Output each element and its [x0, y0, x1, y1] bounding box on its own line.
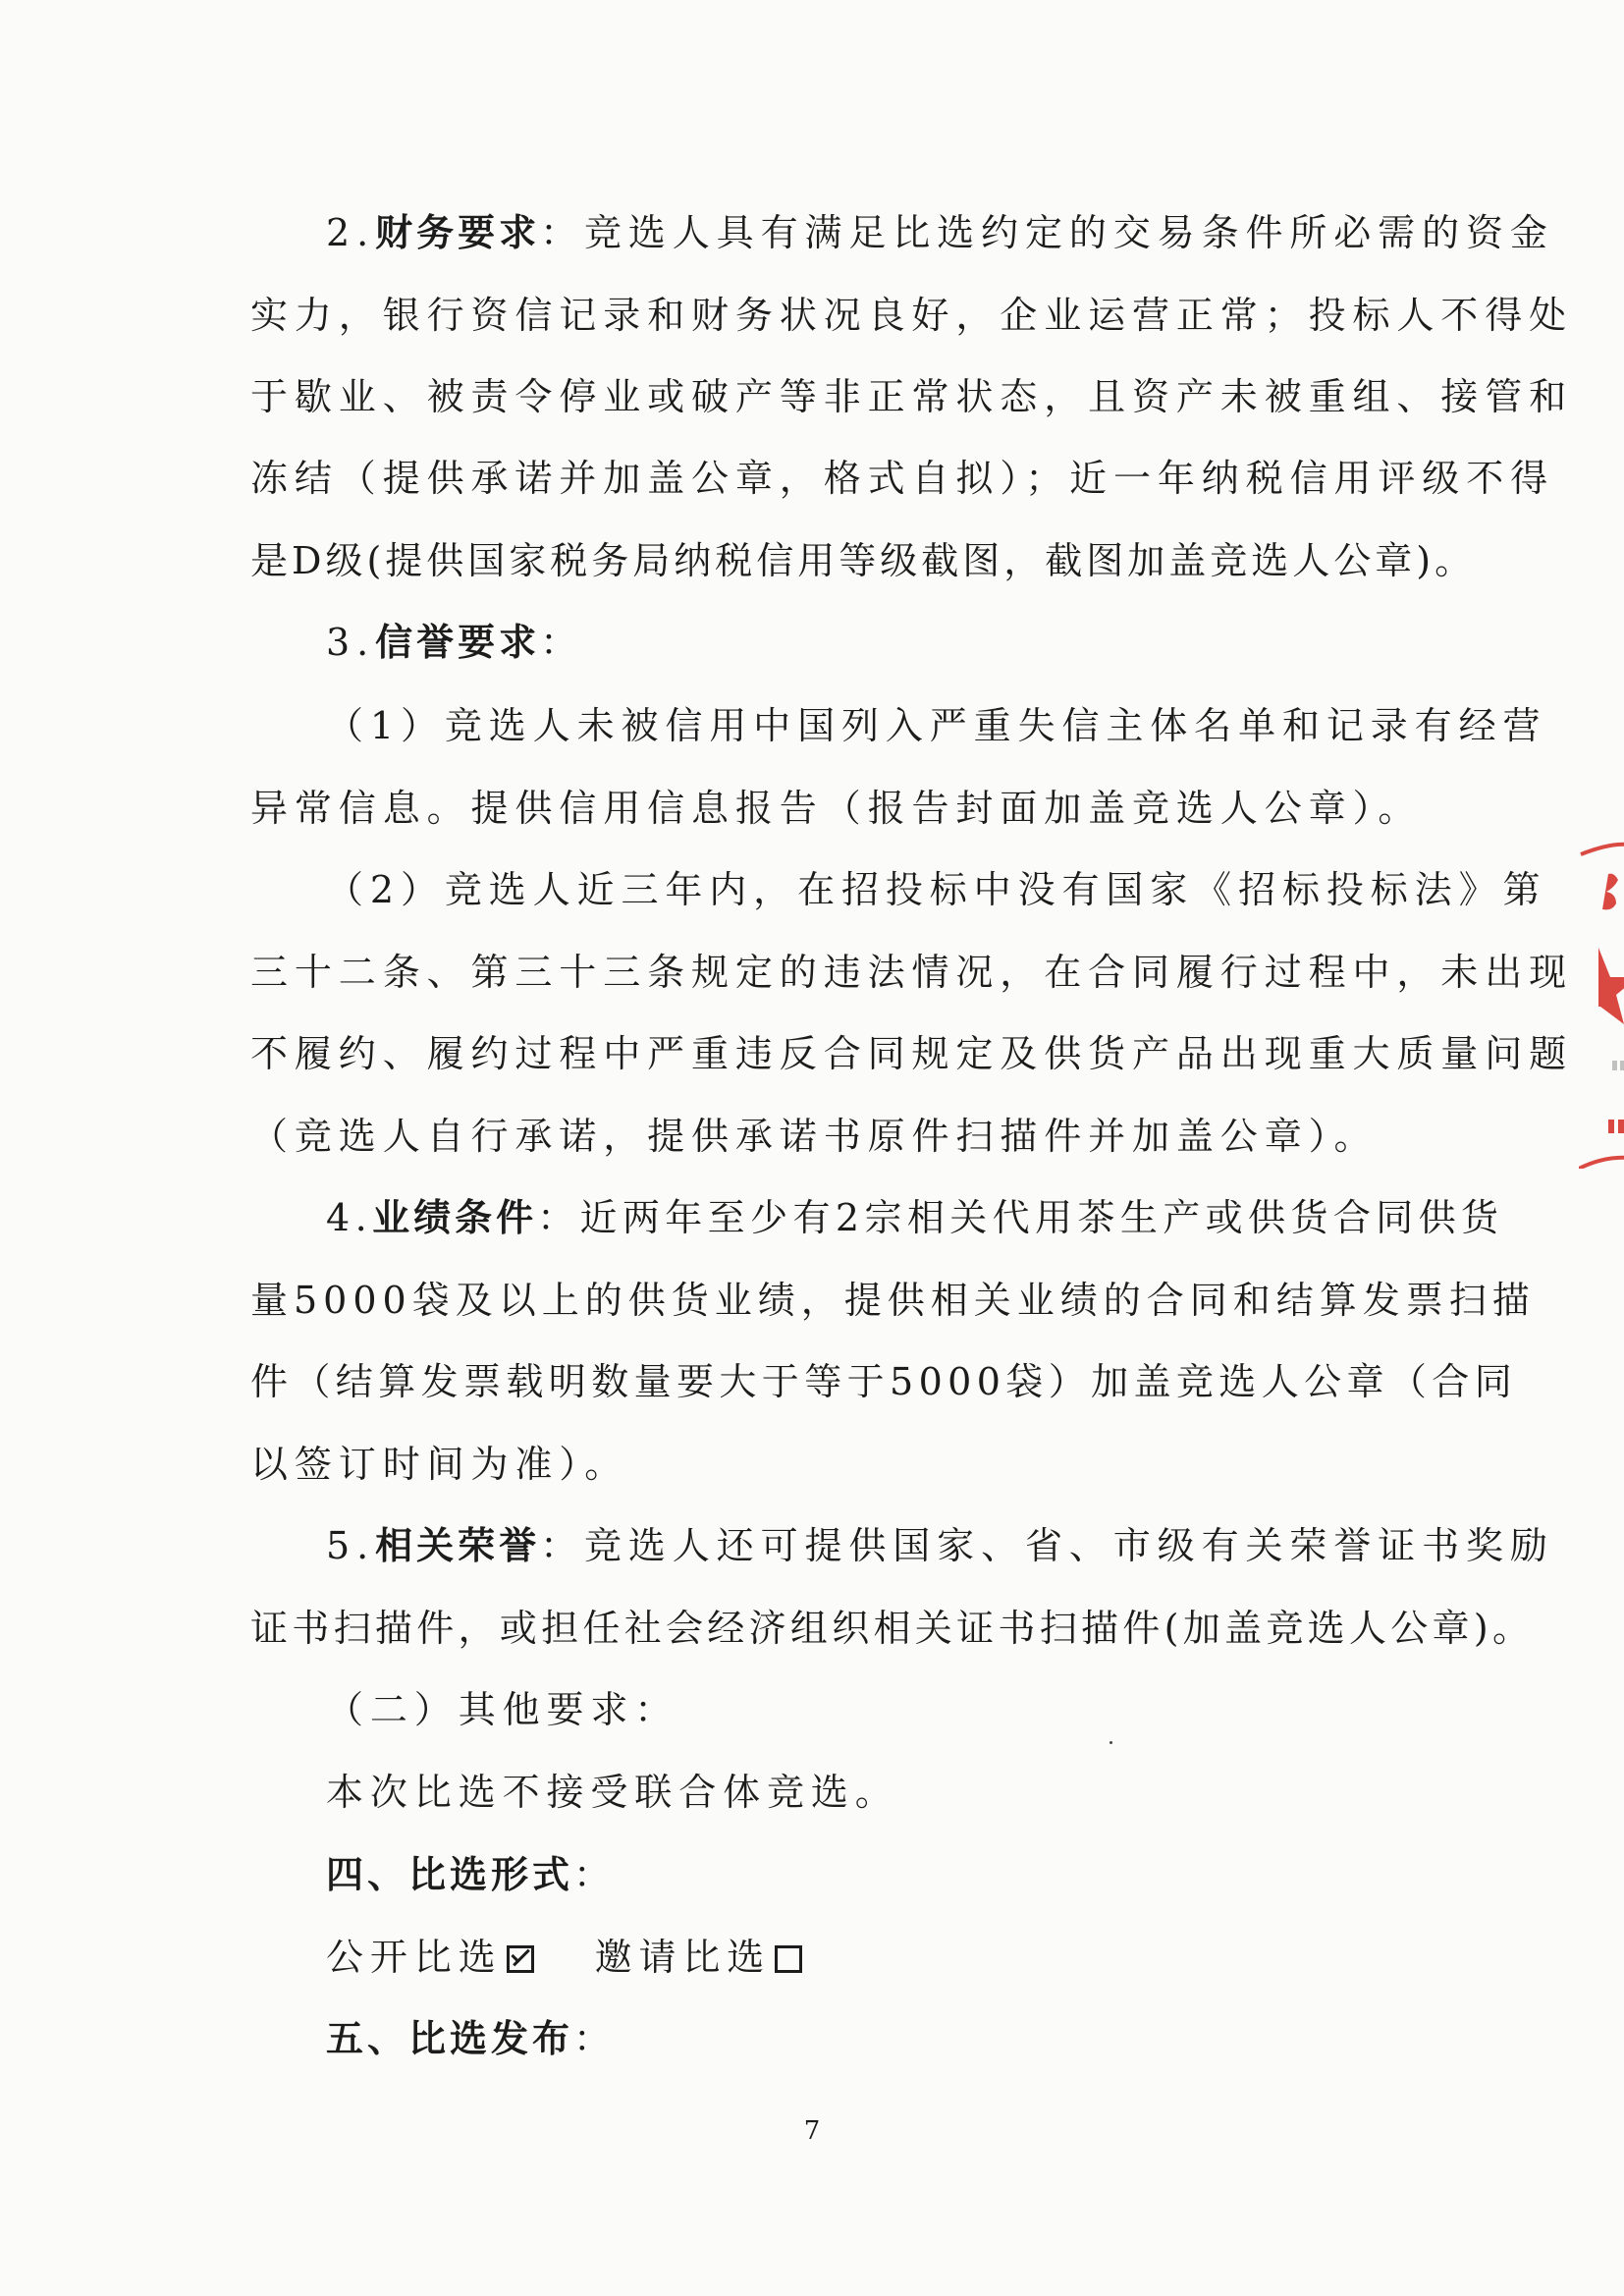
paragraph-no-consortium: 本次比选不接受联合体竞选。 [326, 1771, 899, 1814]
option-invite-checkbox[interactable] [775, 1945, 802, 1973]
page-number: 7 [803, 2116, 821, 2146]
paragraph-honors-line-1: 5.相关荣誉：竞选人还可提供国家、省、市级有关荣誉证书奖励 [326, 1523, 1554, 1567]
paragraph-performance-line-3: 件（结算发票载明数量要大于等于5000袋）加盖竞选人公章（合同 [250, 1360, 1518, 1403]
paragraph-performance-line-1: 4.业绩条件：近两年至少有2宗相关代用茶生产或供货合同供货 [326, 1195, 1504, 1239]
paragraph-performance-line-2: 量5000袋及以上的供货业绩，提供相关业绩的合同和结算发票扫描 [250, 1279, 1536, 1322]
paragraph-financial-line-5: 是D级(提供国家税务局纳税信用等级截图，截图加盖竞选人公章)。 [250, 539, 1477, 582]
heading-reputation: 3.信誉要求： [326, 620, 584, 664]
option-open-checkbox[interactable] [507, 1945, 534, 1973]
paragraph-financial-line-2: 实力，银行资信记录和财务状况良好，企业运营正常；投标人不得处 [250, 294, 1574, 337]
paragraph-reputation-2-line-3: 不履约、履约过程中严重违反合同规定及供货产品出现重大质量问题 [250, 1032, 1574, 1075]
selection-options [326, 1935, 802, 1980]
paragraph-reputation-2-line-2: 三十二条、第三十三条规定的违法情况，在合同履行过程中，未出现 [250, 951, 1574, 994]
paragraph-honors-line-2: 证书扫描件，或担任社会经济组织相关证书扫描件(加盖竞选人公章)。 [250, 1607, 1535, 1650]
speck [1110, 1741, 1112, 1744]
seal-stamp-icon [1579, 835, 1624, 1169]
paragraph-reputation-2-line-1: （2）竞选人近三年内，在招投标中没有国家《招标投标法》第 [326, 868, 1547, 911]
paragraph-financial-line-3: 于歇业、被责令停业或破产等非正常状态，且资产未被重组、接管和 [250, 375, 1574, 418]
heading-selection-publish: 五、比选发布： [326, 2016, 618, 2060]
paragraph-reputation-1-line-1: （1）竞选人未被信用中国列入严重失信主体名单和记录有经营 [326, 704, 1547, 747]
paragraph-financial-line-1: 2.财务要求：竞选人具有满足比选约定的交易条件所必需的资金 [326, 210, 1554, 254]
paragraph-financial-line-4: 冻结（提供承诺并加盖公章，格式自拟）；近一年纳税信用评级不得 [250, 457, 1555, 500]
heading-selection-form: 四、比选形式： [326, 1852, 618, 1896]
option-invite-label: 邀请比选 [594, 1936, 772, 1979]
paragraph-reputation-1-line-2: 异常信息。提供信用信息报告（报告封面加盖竞选人公章）。 [250, 787, 1423, 830]
paragraph-performance-line-4: 以签订时间为准）。 [250, 1443, 629, 1486]
option-open-label: 公开比选 [326, 1936, 503, 1979]
paragraph-reputation-2-line-4: （竞选人自行承诺，提供承诺书原件扫描件并加盖公章）。 [250, 1115, 1379, 1158]
heading-other-requirements: （二）其他要求： [326, 1688, 679, 1731]
